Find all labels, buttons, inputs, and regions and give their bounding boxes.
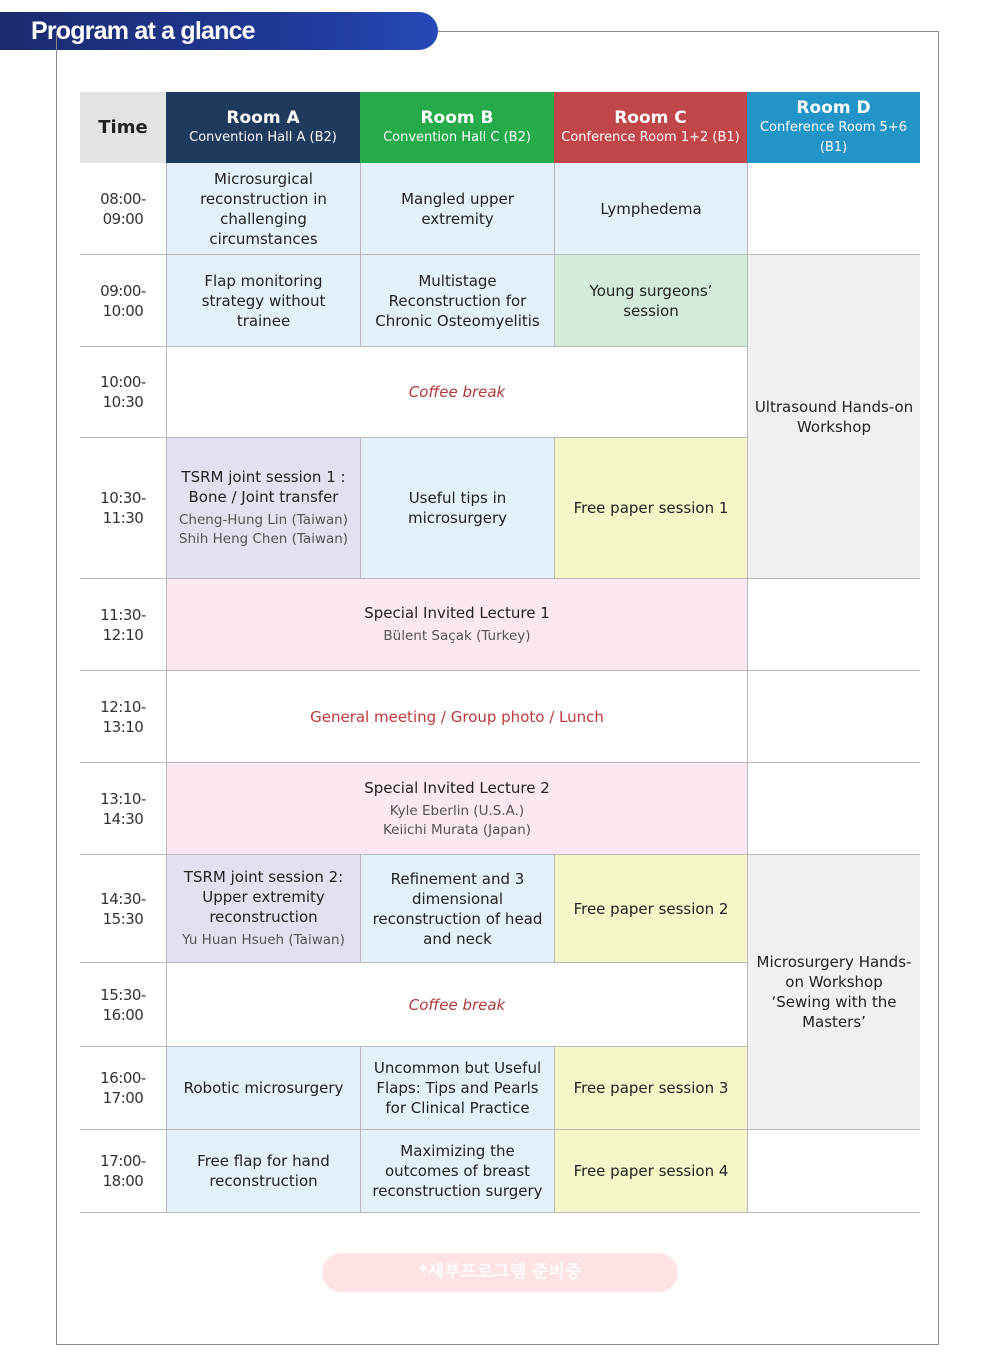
session-cell: Maximizing the outcomes of breast reconstruction surgery xyxy=(360,1130,554,1213)
room-d-place: Conference Room 5+6 (B1) xyxy=(759,119,907,155)
header-time: Time xyxy=(80,92,166,163)
time-slot: 08:00-09:00 xyxy=(80,163,166,255)
session-cell: Robotic microsurgery xyxy=(166,1047,360,1130)
room-d-name: Room D xyxy=(796,97,871,118)
session-cell: Mangled upper extremity xyxy=(360,163,554,255)
special-lecture xyxy=(166,763,747,855)
time-slot: 13:10-14:30 xyxy=(80,763,166,855)
session-cell: Free paper session 2 xyxy=(554,855,747,963)
workshop-cell: Ultrasound Hands-on Workshop xyxy=(747,255,920,579)
schedule-table xyxy=(80,92,920,1213)
speaker-name: Yu Huan Hsueh (Taiwan) xyxy=(182,932,345,948)
session-title: Special Invited Lecture 2 xyxy=(364,778,550,797)
room-a-place: Convention Hall A (B2) xyxy=(189,129,337,145)
session-cell: Free paper session 3 xyxy=(554,1047,747,1130)
room-c-place: Conference Room 1+2 (B1) xyxy=(561,129,740,145)
time-slot: 14:30-15:30 xyxy=(80,855,166,963)
speaker xyxy=(383,802,531,840)
session-cell: Microsurgical reconstruction in challenging circumstances xyxy=(166,163,360,255)
session-cell: Uncommon but Useful Flaps: Tips and Pearls for Clinical Practice xyxy=(360,1047,554,1130)
header-room-d xyxy=(747,92,920,163)
header-room-c xyxy=(554,92,747,163)
session-cell: Useful tips in microsurgery xyxy=(360,438,554,579)
header-room-a xyxy=(166,92,360,163)
program-pending-note: *세부프로그램 준비중 xyxy=(322,1253,678,1292)
session-cell: Refinement and 3 dimensional reconstruction of head and neck xyxy=(360,855,554,963)
session-cell: Free paper session 1 xyxy=(554,438,747,579)
session-title: TSRM joint session 2: Upper extremity reconstruction xyxy=(183,868,344,926)
special-lecture xyxy=(166,579,747,671)
empty-cell xyxy=(747,163,920,255)
time-slot: 16:00-17:00 xyxy=(80,1047,166,1130)
time-slot: 10:30-11:30 xyxy=(80,438,166,579)
session-cell: Flap monitoring strategy without trainee xyxy=(166,255,360,347)
time-slot: 11:30-12:10 xyxy=(80,579,166,671)
empty-cell xyxy=(747,671,920,763)
time-slot: 15:30-16:00 xyxy=(80,963,166,1047)
time-slot: 10:00-10:30 xyxy=(80,347,166,438)
coffee-break: Coffee break xyxy=(166,963,747,1047)
session-cell xyxy=(166,438,360,579)
room-b-place: Convention Hall C (B2) xyxy=(383,129,531,145)
lunch-cell: General meeting / Group photo / Lunch xyxy=(166,671,747,763)
session-cell: Free flap for hand reconstruction xyxy=(166,1130,360,1213)
empty-cell xyxy=(747,1130,920,1213)
room-a-name: Room A xyxy=(226,107,300,128)
room-c-name: Room C xyxy=(614,107,687,128)
session-cell: Multistage Reconstruction for Chronic Osteomyelitis xyxy=(360,255,554,347)
room-b-name: Room B xyxy=(420,107,494,128)
speaker-name: Cheng-Hung Lin (Taiwan) xyxy=(179,512,348,528)
session-title: TSRM joint session 1 : Bone / Joint transfer xyxy=(181,468,346,506)
workshop-cell: Microsurgery Hands-on Workshop ‘Sewing with the Masters’ xyxy=(747,855,920,1130)
empty-cell xyxy=(747,579,920,671)
speaker-name: Bülent Saçak (Turkey) xyxy=(383,628,531,644)
speaker xyxy=(179,511,348,549)
speaker-name: Kyle Eberlin (U.S.A.) xyxy=(389,802,525,819)
time-slot: 17:00-18:00 xyxy=(80,1130,166,1213)
session-cell xyxy=(166,855,360,963)
header-room-b xyxy=(360,92,554,163)
page-title: Program at a glance xyxy=(0,12,438,50)
time-slot: 12:10-13:10 xyxy=(80,671,166,763)
session-cell: Young surgeons’ session xyxy=(554,255,747,347)
empty-cell xyxy=(747,763,920,855)
session-title: Special Invited Lecture 1 xyxy=(364,604,550,622)
speaker-name: Shih Heng Chen (Taiwan) xyxy=(178,531,349,547)
time-slot: 09:00-10:00 xyxy=(80,255,166,347)
session-cell: Free paper session 4 xyxy=(554,1130,747,1213)
session-cell: Lymphedema xyxy=(554,163,747,255)
coffee-break: Coffee break xyxy=(166,347,747,438)
speaker-name: Keiichi Murata (Japan) xyxy=(382,821,532,838)
